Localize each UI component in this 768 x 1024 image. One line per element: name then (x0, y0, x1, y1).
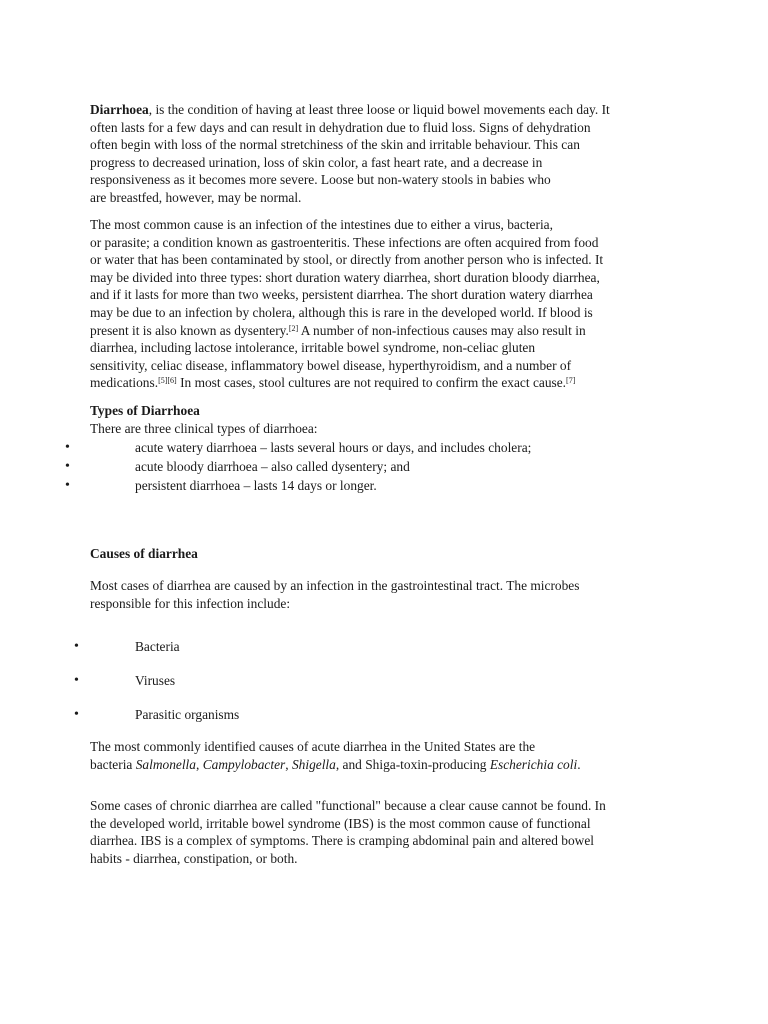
acute-end: . (577, 756, 581, 772)
chronic-line-1: Some cases of chronic diarrhea are called "functional" because a clear cause cannot be found. In (90, 798, 606, 813)
bullet-icon: • (65, 478, 70, 493)
acute-line-2-pre: bacteria (90, 756, 136, 772)
chronic-line-4: habits - diarrhea, constipation, or both. (90, 850, 298, 866)
acute-sep-1: , (195, 756, 203, 772)
chronic-line-2: the developed world, irritable bowel syndrome (IBS) is the most common cause of functional (90, 815, 591, 831)
bullet-icon: • (65, 459, 70, 474)
intro-line-3: often begin with loss of the normal stretchiness of the skin and irritable behaviour. This can (90, 137, 580, 153)
causes-para-line-9: sensitivity, celiac disease, inflammatory bowel disease, hyperthyroidism, and a number of (90, 357, 572, 373)
causes-para-line-8: diarrhea, including lactose intolerance, irritable bowel syndrome, non-celiac gluten (90, 340, 536, 356)
acute-mid: , and Shiga-toxin-producing (335, 756, 490, 772)
organism-campylobacter: Campylobacter (202, 756, 286, 772)
causes-intro (90, 577, 690, 612)
types-heading: Types of Diarrhoea (90, 403, 200, 418)
acute-causes-paragraph (90, 738, 690, 773)
organism-salmonella: Salmonella (135, 756, 196, 772)
microbe-item-1: Bacteria (135, 639, 180, 654)
causes-paragraph (90, 216, 690, 392)
list-item (0, 638, 768, 656)
causes-para-line-7a: present it is also known as dysentery. (90, 322, 289, 338)
citation-7[interactable]: [7] (566, 376, 576, 386)
acute-sep-2: , (285, 756, 292, 772)
causes-para-line-7b: A number of non-infectious causes may also result in (298, 322, 586, 338)
intro-line-2: often lasts for a few days and can result in dehydration due to fluid loss. Signs of dehydration (90, 119, 591, 135)
microbe-item-2: Viruses (135, 673, 176, 688)
intro-paragraph (90, 101, 690, 207)
list-item (0, 439, 768, 457)
bullet-icon: • (65, 440, 70, 455)
causes-para-line-4: may be divided into three types: short duration watery diarrhea, short duration bloody diarrhea, (90, 269, 600, 285)
acute-line-1: The most commonly identified causes of acute diarrhea in the United States are the (90, 739, 536, 754)
bullet-icon: • (74, 673, 79, 688)
list-item (0, 706, 768, 724)
types-item-2: acute bloody diarrhoea – also called dysentery; and (135, 459, 410, 474)
types-item-3: persistent diarrhoea – lasts 14 days or longer. (135, 478, 377, 493)
types-item-1: acute watery diarrhoea – lasts several hours or days, and includes cholera; (135, 440, 532, 455)
list-item (0, 477, 768, 495)
chronic-paragraph (90, 797, 690, 867)
microbe-item-3: Parasitic organisms (135, 707, 240, 722)
causes-heading: Causes of diarrhea (90, 546, 198, 561)
causes-para-line-6: may be due to an infection by cholera, although this is rare in the developed world. If blood is (90, 304, 593, 320)
causes-intro-line-2: responsible for this infection include: (90, 595, 291, 611)
bullet-icon: • (74, 639, 79, 654)
organism-shigella: Shigella (291, 756, 336, 772)
list-item (0, 458, 768, 476)
causes-para-line-2: or parasite; a condition known as gastroenteritis. These infections are often acquired from food (90, 234, 599, 250)
intro-line-1 (90, 101, 690, 119)
causes-para-line-7 (90, 322, 690, 340)
citation-2[interactable]: [2] (288, 323, 299, 333)
types-intro-text: There are three clinical types of diarrhoea: (90, 421, 318, 436)
causes-para-line-5: and if it lasts for more than two weeks, persistent diarrhea. The short duration watery diarrhea (90, 287, 593, 303)
organism-ecoli: Escherichia coli (489, 756, 578, 772)
bullet-icon: • (74, 707, 79, 722)
acute-line-2 (90, 756, 690, 774)
causes-para-line-10 (90, 374, 690, 392)
intro-line-6: are breastfed, however, may be normal. (90, 189, 302, 205)
types-intro (90, 420, 690, 438)
intro-line-4: progress to decreased urination, loss of skin color, a fast heart rate, and a decrease in (90, 154, 543, 170)
list-item (0, 672, 768, 690)
chronic-line-3: diarrhea. IBS is a complex of symptoms. There is cramping abdominal pain and altered bowel (90, 833, 594, 849)
intro-term: Diarrhoea (90, 102, 149, 117)
causes-para-line-3: or water that has been contaminated by stool, or directly from another person who is infected. It (90, 252, 604, 268)
causes-para-line-1: The most common cause is an infection of the intestines due to either a virus, bacteria, (90, 217, 553, 232)
causes-para-line-10a: medications. (90, 375, 159, 391)
intro-line-5: responsiveness as it becomes more severe. Loose but non-watery stools in babies who (90, 172, 551, 188)
causes-intro-line-1: Most cases of diarrhea are caused by an infection in the gastrointestinal tract. The microbes (90, 578, 580, 593)
causes-para-line-10b: In most cases, stool cultures are not required to confirm the exact cause. (176, 375, 567, 391)
intro-line-1-text: , is the condition of having at least three loose or liquid bowel movements each day. It (148, 102, 610, 117)
citation-5-6[interactable]: [5][6] (158, 376, 177, 386)
